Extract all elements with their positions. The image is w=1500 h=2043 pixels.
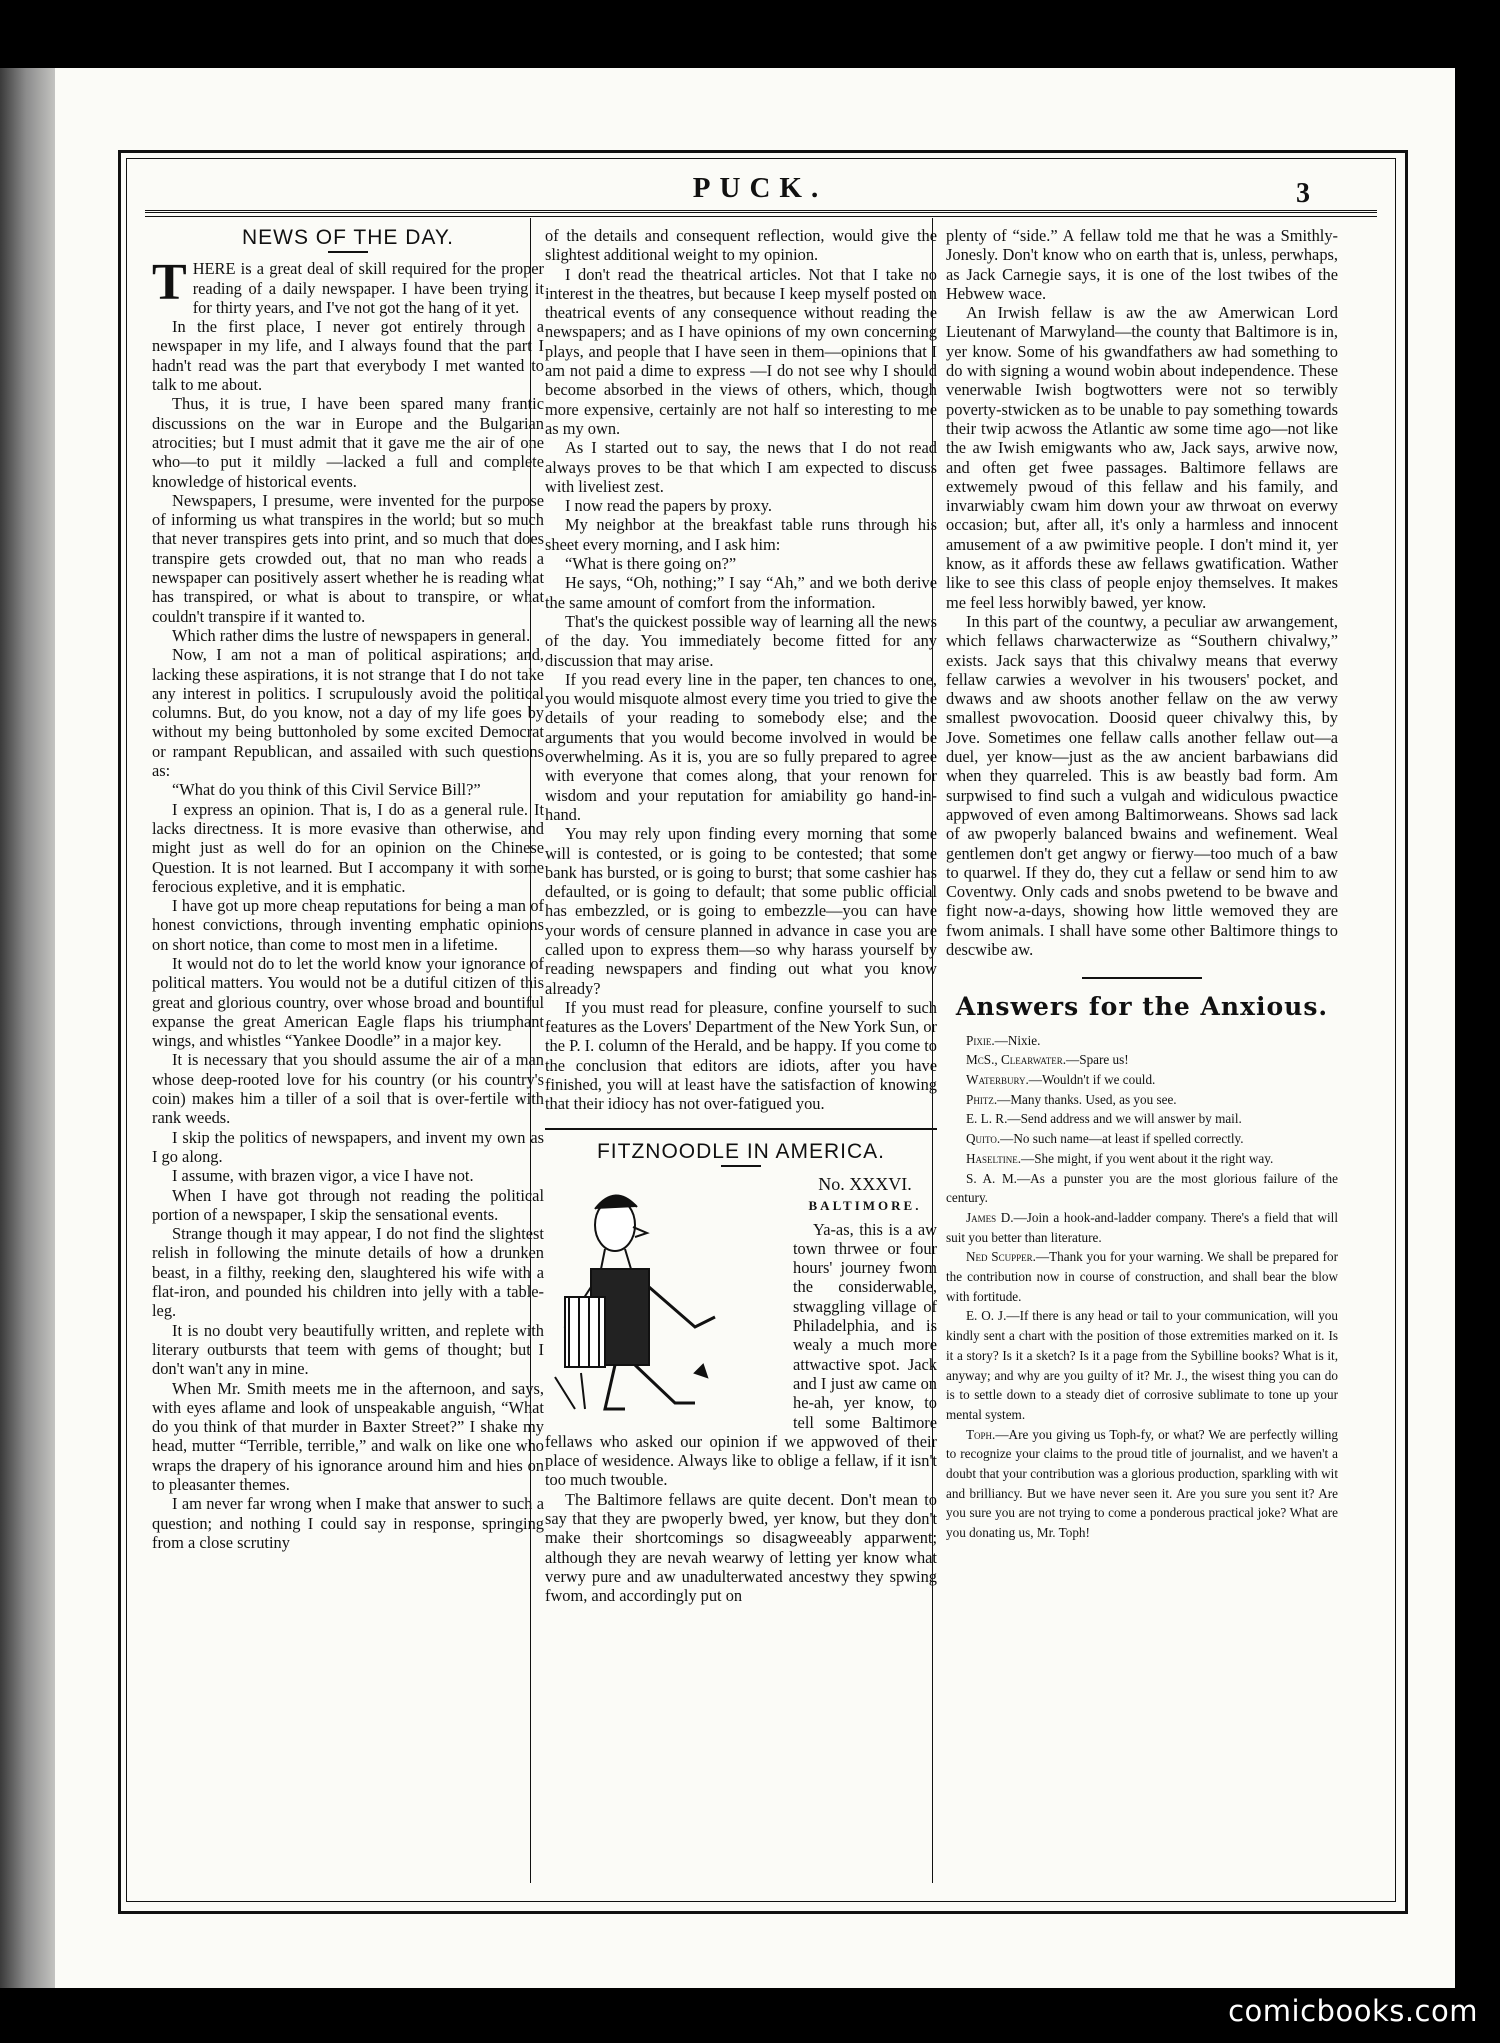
- news-paragraph: If you read every line in the paper, ten chances to one, you would misquote almost every time you tried to give the details of your reading to somebody else; and the arguments that you would become involved in would be overwhelming. As it is, you are so fully prepared to agree with everyone that comes along, that your renown for wisdom and your reputation for amiability go hand-in-hand.: [545, 669, 937, 824]
- column-3: [946, 226, 1338, 1543]
- answer-item: [946, 1247, 1338, 1306]
- answer-recipient: McS., Clearwater.: [966, 1052, 1067, 1068]
- news-paragraph: I have got up more cheap reputations for being a man of honest convictions, through inventing emphatic opinions on short notice, than come to most men in a lifetime.: [152, 896, 544, 954]
- answer-text: —Thank you for your warning. We shall be prepared for the contribution now in course of construction, and shall bear the blow with fortitude.: [946, 1249, 1338, 1304]
- section-divider: [1082, 977, 1202, 979]
- news-paragraph: I assume, with brazen vigor, a vice I have not.: [172, 1166, 474, 1186]
- fitznoodle-continued: [946, 226, 1338, 959]
- answer-item: [946, 1169, 1338, 1208]
- column-2: [545, 226, 937, 1605]
- news-paragraph: It is necessary that you should assume the air of a man whose deep-rooted love for his country (or his country's coin) makes him a tiller of a soil that is over-fertile with rank weeds.: [152, 1050, 544, 1128]
- news-body: [152, 317, 544, 1552]
- answer-text: —Join a hook-and-ladder company. There's a field that will suit you better than literature.: [946, 1209, 1338, 1245]
- news-paragraph: Thus, it is true, I have been spared many frantic discussions on the war in Europe and the Bulgarian atrocities; but I must admit that it gave me the air of one who—to put it mildly —lacked a full and complete knowledge of historical events.: [152, 394, 544, 491]
- news-paragraph: You may rely upon finding every morning that some will is contested, or is going to be contested; that some bank has bursted, or is going to burst; that some cashier has defaulted, or is going to default; that some public official has embezzled, or is going to embezzle—you can have your words of censure planned in advance in case you are called upon to express them—so why harass yourself by reading newspapers and finding out what you know already?: [545, 824, 937, 998]
- answer-recipient: S. A. M.: [966, 1170, 1017, 1186]
- news-paragraph: of the details and consequent reflection, would give the slightest additional weight to my opinion.: [545, 226, 937, 265]
- fitznoodle-paragraph: plenty of “side.” A fellaw told me that he was a Smithly-Jonesly. Don't know who on earth that is, unless, perwhaps, as Jack Carnegie says, it is one of the lost twibes of the Hebwew wace.: [946, 226, 1338, 303]
- news-continued: [545, 226, 937, 1114]
- masthead-rule: [145, 210, 1377, 217]
- news-paragraph: “What is there going on?”: [565, 554, 737, 574]
- fitznoodle-paragraph: Ya-as, this is a aw town thrwee or four hours' journey fwom the considerwable, stwaggling village of Philadelphia, and is wealy a much more attwactive spot. Jack and I just aw came on he-ah, yer know, to tell some Baltimore fellaws who asked our opinion if we appwoved of their place of wesidence. Always like to oblige a fellaw, if it isn't too much twouble.: [545, 1219, 937, 1490]
- answer-recipient: Quito.: [966, 1131, 1001, 1147]
- answer-recipient: Waterbury.: [966, 1071, 1029, 1087]
- watermark: comicbooks.com: [1228, 1994, 1478, 2028]
- news-paragraph: “What do you think of this Civil Service Bill?”: [172, 780, 481, 800]
- installment-number: No. XXXVI.: [818, 1173, 912, 1194]
- answer-text: —Spare us!: [1066, 1052, 1129, 1068]
- answer-item: [946, 1306, 1338, 1424]
- answer-text: —Wouldn't if we could.: [1028, 1071, 1156, 1087]
- news-paragraph: Newspapers, I presume, were invented for the purpose of informing us what transpires in the world; but so much that never transpires gets into print, and so much that does transpire gets crowded out, that no man who reads a newspaper can positively assert whether he is reading what has transpired, or what is about to transpire, or what couldn't transpire if it wanted to.: [152, 490, 544, 626]
- answer-recipient: James D.: [966, 1209, 1014, 1225]
- answer-recipient: Phitz.: [966, 1091, 998, 1107]
- news-paragraph: When Mr. Smith meets me in the afternoon, and says, with eyes aflame and look of unspeakable anguish, “What do you think of that murder in Baxter Street?” I shake my head, mutter “Terrible, terrible,” and walk on like one who wraps the drapery of his ignorance around him and hies on to pleasanter themes.: [152, 1378, 544, 1494]
- opening-word: HERE: [192, 259, 236, 279]
- news-paragraph: I express an opinion. That is, I do as a general rule. It lacks directness. It is more evasive than otherwise, and might just as well do for an opinion on the Chinese Question. It is not learned. But I accompany it with some ferocious expletive, and it is emphatic.: [152, 799, 544, 896]
- section-divider: [545, 1128, 937, 1130]
- book-binding-shadow: [0, 68, 58, 1988]
- news-paragraph: If you must read for pleasure, confine yourself to such features as the Lovers' Department of the New York Sun, or the P. I. column of the Herald, and be happy. If you come to the conclusion that editors are idiots, after you have finished, you will at least have the satisfaction of knowing that their idiocy has not over-fatigued you.: [545, 997, 937, 1114]
- news-paragraph: That's the quickest possible way of learning all the news of the day. You immediately become fitted for any discussion that may arise.: [545, 611, 937, 670]
- news-paragraph: Strange though it may appear, I do not find the slightest relish in following the minute details of how a drunken beast, in a filthy, reeking den, slaughtered his wife with a flat-iron, and pounded his children into jelly with a table-leg.: [152, 1224, 544, 1321]
- answer-recipient: Pixie.: [966, 1032, 995, 1048]
- answer-text: —Many thanks. Used, as you see.: [997, 1091, 1177, 1107]
- news-paragraph: I don't read the theatrical articles. Not that I take no interest in the theatres, but because I keep myself posted on theatrical events of any consequence without reading the newspapers; and as I have opinions of my own concerning plays, and people that I have seen in them—opinions that I am not paid a dime to express —I do not see why I should become absorbed in the views of others, which, though more expensive, certainly are not half so interesting to me as my own.: [545, 264, 937, 438]
- page-number: 3: [1296, 178, 1310, 209]
- answer-text: —As a punster you are the most glorious failure of the century.: [946, 1170, 1339, 1206]
- answer-item: [946, 1070, 1338, 1090]
- news-opening-paragraph: [152, 254, 544, 317]
- answer-recipient: E. L. R.: [966, 1111, 1008, 1127]
- news-paragraph: My neighbor at the breakfast table runs through his sheet every morning, and I ask him:: [545, 515, 937, 554]
- answers-title: Answers for the Anxious.: [955, 992, 1329, 1022]
- answer-item: [946, 1425, 1338, 1543]
- answer-text: —Are you giving us Toph-fy, or what? We are perfectly willing to recognize your claims to the proud title of journalist, and we haven't a doubt that your contribution was a glorious production, sparkling with wit and brilliancy. But we have never seen it. Are you sure you sent it? Are you sure you are not trying to come a ponderous practical joke? What are you donating us, Mr. Toph!: [946, 1426, 1338, 1541]
- answer-text: —Send address and we will answer by mail.: [1007, 1111, 1242, 1127]
- answer-text: —If there is any head or tail to your communication, will you kindly sent a chart with the position of those extremities marked on it. Is it a story? Is it a sketch? Is it a page from the Sybilline books? What is it, anyway; and why are you guilty of it? Mr. J., the wisest thing you can do is to settle down to a steady diet of corrosive sublimate to tone up your mental system.: [946, 1308, 1338, 1422]
- fitznoodle-title: FITZNOODLE IN AMERICA.: [596, 1139, 886, 1163]
- masthead: PUCK.: [692, 172, 828, 204]
- answer-recipient: E. O. J.: [966, 1308, 1007, 1324]
- fitznoodle-illustration: [545, 1177, 785, 1417]
- answer-recipient: Ned Scupper.: [966, 1249, 1036, 1265]
- news-title: NEWS OF THE DAY.: [241, 226, 455, 249]
- column-1: [152, 226, 544, 1552]
- opening-text: is a great deal of skill required for the proper reading of a daily newspaper. I have been trying it for thirty years, and I've not got the hang of it yet.: [192, 259, 544, 317]
- drop-cap: T: [152, 254, 187, 312]
- fitznoodle-paragraph: In this part of the countwy, a peculiar aw arwangement, which fellaws charwacterwize as “Southern chivalwy,” exists. Jack says that this chivalwy means that everwy fellaw carwies a wevolver in his twousers' pocket, and dwaws and aw shoots another fellaw on the aw verwy smallest pwovocation. Doosid queer chivalwy this, by Jove. Sometimes one fellaw calls another fellaw out—a duel, yer know—just as the aw ancient barbawians did when they quarreled. This is aw beastly bad form. Am surpwised to find such a vulgah and widiculous pwactice appwoved of even among Baltimorweans. Shows sad lack of aw pwoperly balanced bwains and wefinement. Weal gentlemen don't get angwy or fierwy—too much of a baw to quarwel. If they do, they cut a fellaw or send him to aw Coventwy. Only cads and snobs pwetend to be bwave and fight now-a-days, showing how little wemoved they are fwom animals. I shall have some other Baltimore things to descwibe aw.: [946, 611, 1338, 959]
- answer-text: —No such name—at least if spelled correctly.: [1000, 1131, 1244, 1147]
- fitznoodle-paragraph: An Irwish fellaw is aw the aw Amerwican Lord Lieutenant of Marwyland—the county that Baltimore is in, yer know. Some of his gwandfathers aw had something to do with signing a wound wobin about independence. These venerwable Iwish bogtwotters were not so terwibly poverty-stwicken as to be unable to pay something towards their twip acwoss the Atlantic aw some time ago—not like the aw Iwish emigwants who aw, Jack says, arwive now, and often get fwee passages. Baltimore fellaws are extwemely pwoud of this fellaw and his family, and invarwiably cwam him down your aw thrwoat on everwy occasion; but, after all, it's only a harmless and innocent amusement of a aw pwimitive people. I don't mind it, yer know, as it affords these aw fellaws gwatification. Wather like to see this class of people enjoy themselves. It makes me feel less horwibly bawed, yer know.: [946, 303, 1338, 612]
- news-paragraph: When I have got through not reading the political portion of a newspaper, I skip the sensational events.: [152, 1185, 544, 1224]
- answer-item: [946, 1090, 1338, 1110]
- answer-item: [946, 1050, 1338, 1070]
- answer-text: —She might, if you went about it the right way.: [1021, 1150, 1274, 1166]
- answer-recipient: Haseltine.: [966, 1150, 1021, 1166]
- dateline: BALTIMORE.: [808, 1198, 922, 1214]
- title-rule: [721, 1165, 761, 1167]
- answer-item: [946, 1109, 1338, 1129]
- news-paragraph: Now, I am not a man of political aspirations; and, lacking these aspirations, it is not strange that I do not take any interest in politics. I scrupulously avoid the political columns. But, do you know, not a day of my life goes by without my being buttonholed by some excited Democrat or rampant Republican, and assailed with such questions as:: [152, 645, 544, 781]
- news-paragraph: As I started out to say, the news that I do not read always proves to be that which I am expected to discuss with liveliest zest.: [545, 438, 937, 496]
- answer-item: [946, 1149, 1338, 1169]
- news-paragraph: I now read the papers by proxy.: [565, 496, 772, 516]
- news-paragraph: He says, “Oh, nothing;” I say “Ah,” and we both derive the same amount of comfort from the information.: [545, 573, 937, 612]
- title-rule: [328, 251, 368, 253]
- news-paragraph: Which rather dims the lustre of newspapers in general.: [172, 625, 531, 645]
- answer-item: [946, 1129, 1338, 1149]
- answers-list: [946, 1031, 1338, 1543]
- news-paragraph: It is no doubt very beautifully written, and replete with literary outbursts that teem with gems of thought; but I don't wan't any in mine.: [152, 1320, 544, 1379]
- news-paragraph: I skip the politics of newspapers, and invent my own as I go along.: [152, 1127, 544, 1166]
- answer-item: [946, 1031, 1338, 1051]
- news-paragraph: I am never far wrong when I make that answer to such a question; and nothing I could say in response, springing from a close scrutiny: [152, 1494, 544, 1552]
- answer-text: —Nixie.: [994, 1032, 1041, 1048]
- news-paragraph: In the first place, I never got entirely through a newspaper in my life, and I always found that the part I hadn't read was the part that everybody I met wanted to talk to me about.: [152, 317, 544, 395]
- news-paragraph: It would not do to let the world know your ignorance of political matters. You would not be a dutiful citizen of this great and glorious country, over whose broad and bountiful expanse the great American Eagle flaps his triumphant wings, and whistles “Yankee Doodle” in a major key.: [152, 953, 544, 1051]
- fitznoodle-paragraph: The Baltimore fellaws are quite decent. Don't mean to say that they are pwoperly bwed, yer know, but they don't make their shortcomings so disagweeably apparwent; although they are nevah wearwy of letting yer know what verwy pure and aw unadulterwated ancestwy they spwing fwom, and accordingly put on: [545, 1489, 937, 1606]
- answer-recipient: Toph.: [966, 1426, 996, 1442]
- answer-item: [946, 1208, 1338, 1247]
